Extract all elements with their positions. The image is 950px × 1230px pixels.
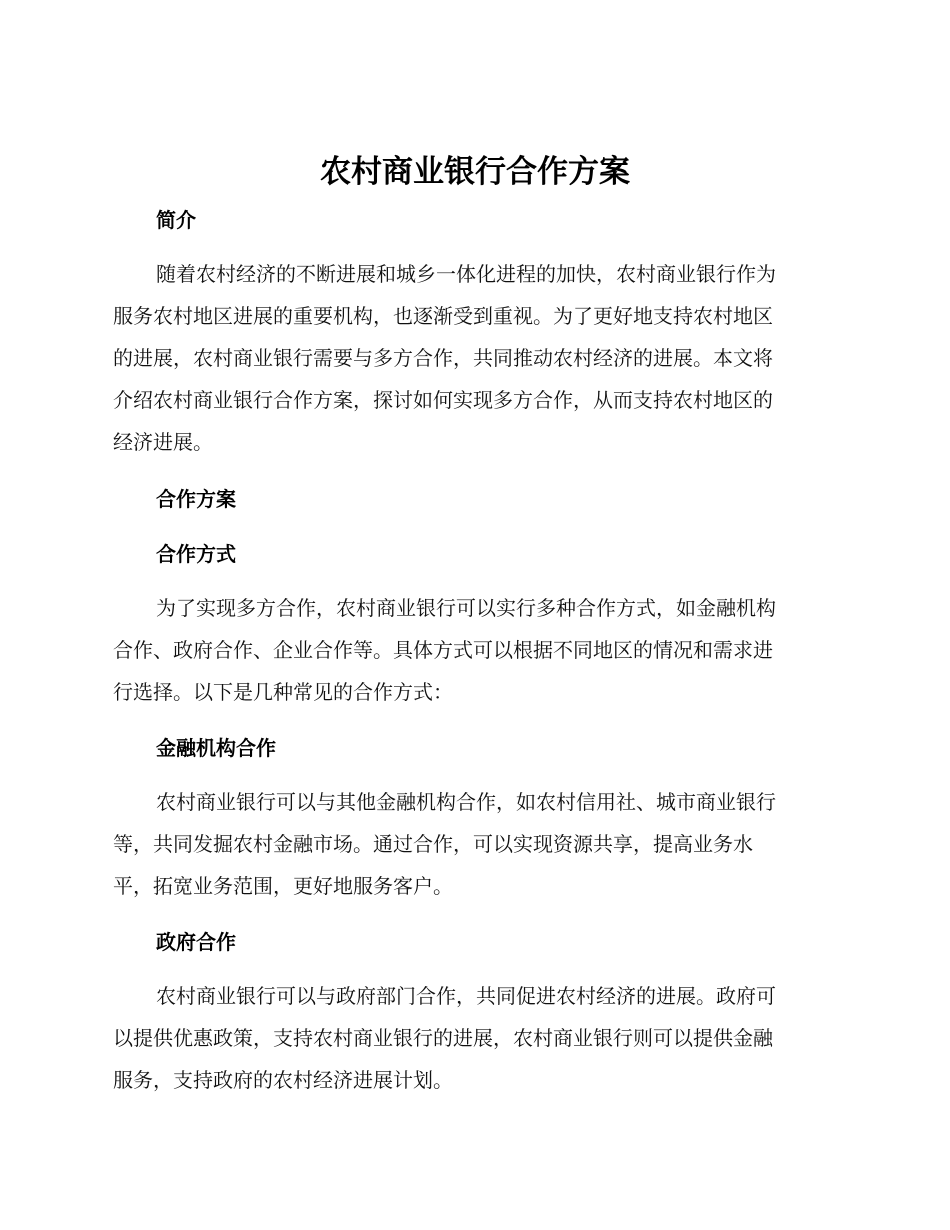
paragraph-line: 农村商业银行可以与政府部门合作，共同促进农村经济的进展。政府可 [156,984,776,1008]
paragraph-line: 以提供优惠政策，支持农村商业银行的进展，农村商业银行则可以提供金融 [113,1026,773,1050]
paragraph-line: 为了实现多方合作，农村商业银行可以实行多种合作方式，如金融机构 [156,596,776,620]
document-title: 农村商业银行合作方案 [320,154,630,190]
section-heading-plan: 合作方案 [156,487,236,511]
paragraph-financial [113,781,833,907]
paragraph-line: 介绍农村商业银行合作方案，探讨如何实现多方合作，从而支持农村地区的 [113,388,773,412]
paragraph-line: 等，共同发掘农村金融市场。通过合作，可以实现资源共享，提高业务水 [113,832,753,856]
paragraph-intro [113,253,833,463]
paragraph-line: 合作、政府合作、企业合作等。具体方式可以根据不同地区的情况和需求进 [113,638,773,662]
paragraph-line: 农村商业银行可以与其他金融机构合作，如农村信用社、城市商业银行 [156,790,776,814]
paragraph-government [113,975,833,1101]
section-heading-financial: 金融机构合作 [156,736,276,760]
paragraph-line: 平，拓宽业务范围，更好地服务客户。 [113,874,453,898]
paragraph-methods [113,587,833,713]
paragraph-line: 随着农村经济的不断进展和城乡一体化进程的加快，农村商业银行作为 [156,262,776,286]
paragraph-line: 服务农村地区进展的重要机构，也逐渐受到重视。为了更好地支持农村地区 [113,304,773,328]
paragraph-line: 经济进展。 [113,430,213,454]
paragraph-line: 行选择。以下是几种常见的合作方式： [113,680,453,704]
section-heading-intro: 简介 [156,208,196,232]
paragraph-line: 的进展，农村商业银行需要与多方合作，共同推动农村经济的进展。本文将 [113,346,773,370]
section-heading-methods: 合作方式 [156,542,236,566]
section-heading-government: 政府合作 [156,930,236,954]
paragraph-line: 服务，支持政府的农村经济进展计划。 [113,1068,453,1092]
